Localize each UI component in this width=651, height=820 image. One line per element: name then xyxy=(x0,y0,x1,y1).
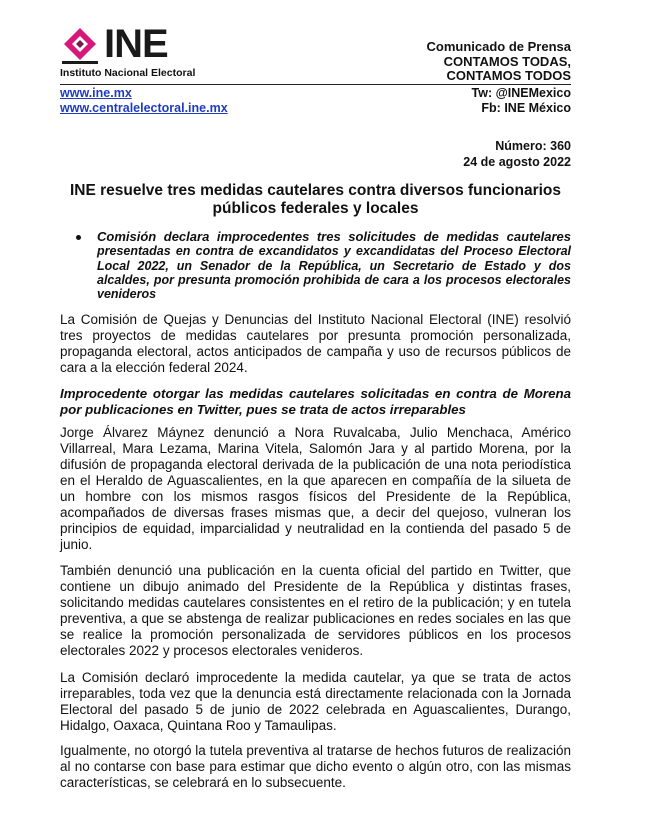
paragraph-1: La Comisión de Quejas y Denuncias del Instituto Nacional Electoral (INE) resolvió tres proyectos de medidas cautelares por presunta promoción personalizada, propaganda electoral, actos anticipados de campaña y uso de recursos públicos de cara a la elección federal 2024. xyxy=(60,312,571,375)
release-number-date xyxy=(463,138,571,170)
summary-bullet-rest: presentadas en contra de excandidatos y excandidatas del Proceso Electoral Local 2022, un Senador de la República, un Secretario de Estado y dos alcaldes, por presunta promoción prohibida de cara a los procesos electorales venideros xyxy=(97,244,571,302)
summary-bullet xyxy=(76,230,571,301)
website-links xyxy=(60,86,228,116)
section-subheading: Improcedente otorgar las medidas cautelares solicitadas en contra de Morena por publicaciones en Twitter, pues se trata de actos irreparables xyxy=(60,386,571,417)
release-number: Número: 360 xyxy=(495,139,571,153)
paragraph-5: Igualmente, no otorgó la tutela preventiva al tratarse de hechos futuros de realización al no contarse con base para estimar que dicho evento o algún otro, con las mismas características, se celebrará en lo subsecuente. xyxy=(60,743,571,790)
ine-logo xyxy=(60,22,200,82)
paragraph-3: También denunció una publicación en la cuenta oficial del partido en Twitter, que contiene un dibujo animado del Presidente de la República y distintas frases, solicitando medidas cautelares consistentes en el retiro de la publicación; y en tutela preventiva, a que se abstenga de realizar publicaciones en redes sociales en las que se realice la promoción personalizada de servidores públicos en los procesos electorales 2022 y procesos electorales venideros. xyxy=(60,563,571,658)
press-release-heading xyxy=(427,40,571,84)
paragraph-2: Jorge Álvarez Máynez denunció a Nora Ruvalcaba, Julio Menchaca, Américo Villarreal, Mara Lezama, Marina Vitela, Salomón Jara y al partido Morena, por la difusión de propaganda electoral derivada de la publicación de una nota periodística en el Heraldo de Aguascalientes, en la que aparecen en compañía de la silueta de un hombre con los mismos rasgos físicos del Presidente de la República, acompañados de diversas frases mismas que, a decir del quejoso, vulneran los principios de equidad, imparcialidad y neutralidad en la contienda del pasado 5 de junio. xyxy=(60,425,571,552)
summary-bullet-lead: Comisión declara improcedentes tres solicitudes de medidas cautelares xyxy=(97,229,571,244)
ine-website-link[interactable]: www.ine.mx xyxy=(60,86,132,100)
doc-type: Comunicado de Prensa xyxy=(426,39,571,54)
summary-bullet-text xyxy=(97,230,571,301)
facebook-handle: Fb: INE México xyxy=(481,101,571,115)
logo-subtitle: Instituto Nacional Electoral xyxy=(60,67,196,79)
logo-wordmark: INE xyxy=(104,22,168,66)
central-electoral-link[interactable]: www.centralelectoral.ine.mx xyxy=(60,101,228,115)
header-divider xyxy=(60,84,571,85)
twitter-handle: Tw: @INEMexico xyxy=(471,86,571,100)
slogan-line-2: CONTAMOS TODOS xyxy=(446,68,571,83)
page-title: INE resuelve tres medidas cautelares contra diversos funcionarios públicos federales y locales xyxy=(69,182,562,217)
social-handles xyxy=(472,86,571,116)
release-date: 24 de agosto 2022 xyxy=(463,155,571,169)
bullet-dot-icon xyxy=(76,235,81,240)
paragraph-4: La Comisión declaró improcedente la medida cautelar, ya que se trata de actos irreparables, toda vez que la denuncia está directamente relacionada con la Jornada Electoral del pasado 5 de junio de 2022 celebrada en Aguascalientes, Durango, Hidalgo, Oaxaca, Quintana Roo y Tamaulipas. xyxy=(60,670,571,733)
slogan-line-1: CONTAMOS TODAS, xyxy=(443,53,571,69)
ine-logo-mark-icon xyxy=(60,26,100,66)
